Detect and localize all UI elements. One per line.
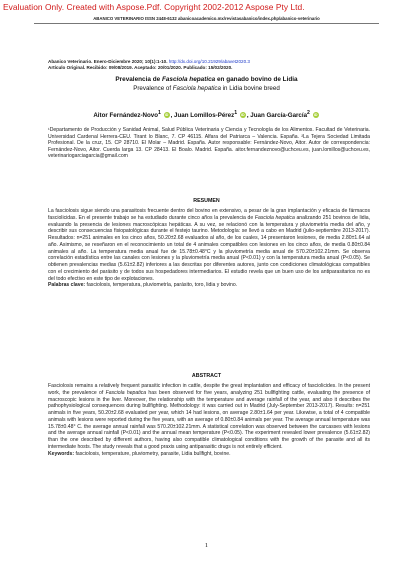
title-es-post: en ganado bovino de Lidia xyxy=(215,76,298,83)
resumen-heading: RESUMEN xyxy=(193,198,220,204)
citation: Abanico Veterinario. Enero-Diciembre 2020; 10(1):1-10. xyxy=(48,59,168,64)
resumen-species: Fasciola hepatica xyxy=(254,214,295,221)
watermark-text: Evaluation Only. Created with Aspose.Pdf. Copyright 2002-2012 Aspose Pty Ltd. xyxy=(3,2,305,12)
author-2: Juan Lomillos-Pérez xyxy=(174,112,235,120)
page-number: 1 xyxy=(204,542,209,549)
title-english xyxy=(40,85,373,92)
abstract-text xyxy=(48,383,370,457)
abstract-species: Fasciola hepatica xyxy=(105,389,147,396)
resumen-part-1: La fasciolosis sigue siendo una parasitosis frecuente dentro del bovino en extensivo, a pesar de la gran implantación y eficacia de fármacos fasciolicidas. En el presente trabajo se ha estudiado durante cinco años la prevalencia de xyxy=(48,208,370,221)
title-en-species: Fasciola hepatica xyxy=(172,85,221,92)
resumen-text xyxy=(48,208,370,289)
resumen-keywords-label: Palabras clave: xyxy=(48,282,86,289)
article-meta xyxy=(48,59,378,72)
title-es-pre: Prevalencia de xyxy=(115,76,162,83)
orcid-icon[interactable]: iD xyxy=(164,113,169,118)
abstract-part-1: Fasciolosis remains a relatively frequent parasitic infection in cattle, despite the great implantation and efficacy of fasciolicides. In the present work, the prevalence of xyxy=(48,383,370,396)
author-1-affil: 1 xyxy=(157,110,161,116)
author-3: Juan García-García xyxy=(250,112,308,120)
abstract-keywords: fasciolosis, temperature, pluviometry, parasite, Lidia bullfight, bovine. xyxy=(74,450,231,457)
author-3-affil: 2 xyxy=(307,110,310,116)
author-1: Aitor Fernández-Novo xyxy=(93,112,158,120)
title-spanish xyxy=(40,76,373,83)
dates-line xyxy=(48,65,378,71)
author-list: Aitor Fernández-Novo$^1$ iD , Juan Lomillos-Pérez$^1$ iD , Juan García-García$^2$ iD xyxy=(93,110,318,120)
article-type: Artículo Original. xyxy=(48,65,86,71)
orcid-icon[interactable]: iD xyxy=(241,113,245,118)
header-divider xyxy=(34,23,379,24)
doi-link[interactable]: http://dx.doi.org/10.21929/abavet2020.3 xyxy=(168,59,250,64)
journal-header: ABANICO VETERINARIO ISSN 2448-6132 abanicoacademico.mx/revistasabanico/index.php/abanico-veterinario xyxy=(93,16,320,21)
abstract-part-2: has been observed for five years, analyzing 251 bullfighting cattle, evaluating the presence of macroscopic lesions in the liver. Moreover, the relationship with the temperature and average rainfall of the year, and also it describes the pathophysiological consequences during bullfighting. Methodology: it was carried out in Madrid (July-September 2013-2017). Results: n=251 animals in five years, 50.20±2.68 evaluated per year, which 14 had lesions, on average 2.80±1.64 per year. Likewise, a total of 4 compatible animals with lesions were reported during the five years, with an average of 0.80±0.84 animals per year. The average annual temperature was 15.78±0.48° C. the average annual rainfall was 570.20±102.21mm. A statistical correlation was observed between the carcasses with lesions and the average annual rainfall (P<0.01) and the annual mean temperature (P<0.05). The experiment revealed lower prevalence (5.61±2.82) than the one described by different authors, having also compatible climatological conditions with the growth of the parasite and all its intermediate hosts. The study reveals that a good praxis using antiparasitic drugs is not entirely efficient. xyxy=(48,389,370,450)
abstract-heading: ABSTRACT xyxy=(191,373,222,379)
resumen-keywords: fasciolosis, temperatura, pluviometría, parásito, toro, lidia y bovino. xyxy=(85,282,238,289)
title-en-post: in Lidia bovine breed xyxy=(220,85,280,92)
title-es-species: Fasciola hepatica xyxy=(161,76,216,83)
resumen-part-2: analizando 251 bovinos de lidia, evaluando la presencia de lesiones macroscópicas hepáticas. A su vez, se relacionó con la temperatura y pluviometría media del año, y describir sus consecuencias fisiopatológicas durante el festejo taurino. Metodología: se llevó a cabo en Madrid (julio-septiembre 2013-2017). Resultados: n=251 animales en los cinco años, 50.20±2.68 evaluados al año, de los cuales, 14 presentaron lesiones, de media 2.80±1.64 al año. Asimismo, se reseñaron en el reconocimiento un total de 4 animales compatibles con lesiones en los cinco años, de media 0.80±0.84 animales al año. La temperatura media anual fue de 15.78±0.48°C y la pluviometría media anual de 570.20±102.21mm. Se observa correlación estadística entre las canales con lesiones y la pluviometría media anual (P<0.01) y con la temperatura media anual (P<0.05). Se obtienen prevalencias medias (5.61±2.82) inferiores a las descritas por diferentes autores, junto con condiciones climatológicas compatibles con el crecimiento del parásito y de todos sus hospedadores intermediarios. El estudio revela que un buen uso de los antiparasitarios no es del todo efectivo en este tipo de explotaciones. xyxy=(48,214,370,282)
article-dates: Recibido: 09/08/2019. Aceptado: 20/01/2020. Publicado: 15/02/2020. xyxy=(86,65,233,71)
author-2-affil: 1 xyxy=(234,110,238,116)
abstract-keywords-label: Keywords: xyxy=(48,450,75,457)
title-en-pre: Prevalence of xyxy=(133,85,173,92)
orcid-icon[interactable]: iD xyxy=(313,113,318,118)
affiliations: ¹Departamento de Producción y Sanidad Animal, Salud Pública Veterinaria y Ciencia y Tecnología de los Alimentos. Facultad de Veterinaria. Universidad Cardenal Herrera-CEU. Tirant lo Blanc, 7. CP 46115. Alfara del Patriarca – Valencia. España. ²La Tejera Sociedad Limitada Profesional. De la cruz, 15. CP 28710. El Molar – Madrid. España. Autor responsable: Fernández-Novo, Aitor. Autor de correspondencia: Fernández-Novo, Aitor. Cuerda larga 13. CP 28413. El Boalo. Madrid. España. aitor.fernandeznovo@uchceu.es, juan.lomillos@uchceu.es, veterinariogarciagarcia@gmail.com xyxy=(48,127,370,160)
